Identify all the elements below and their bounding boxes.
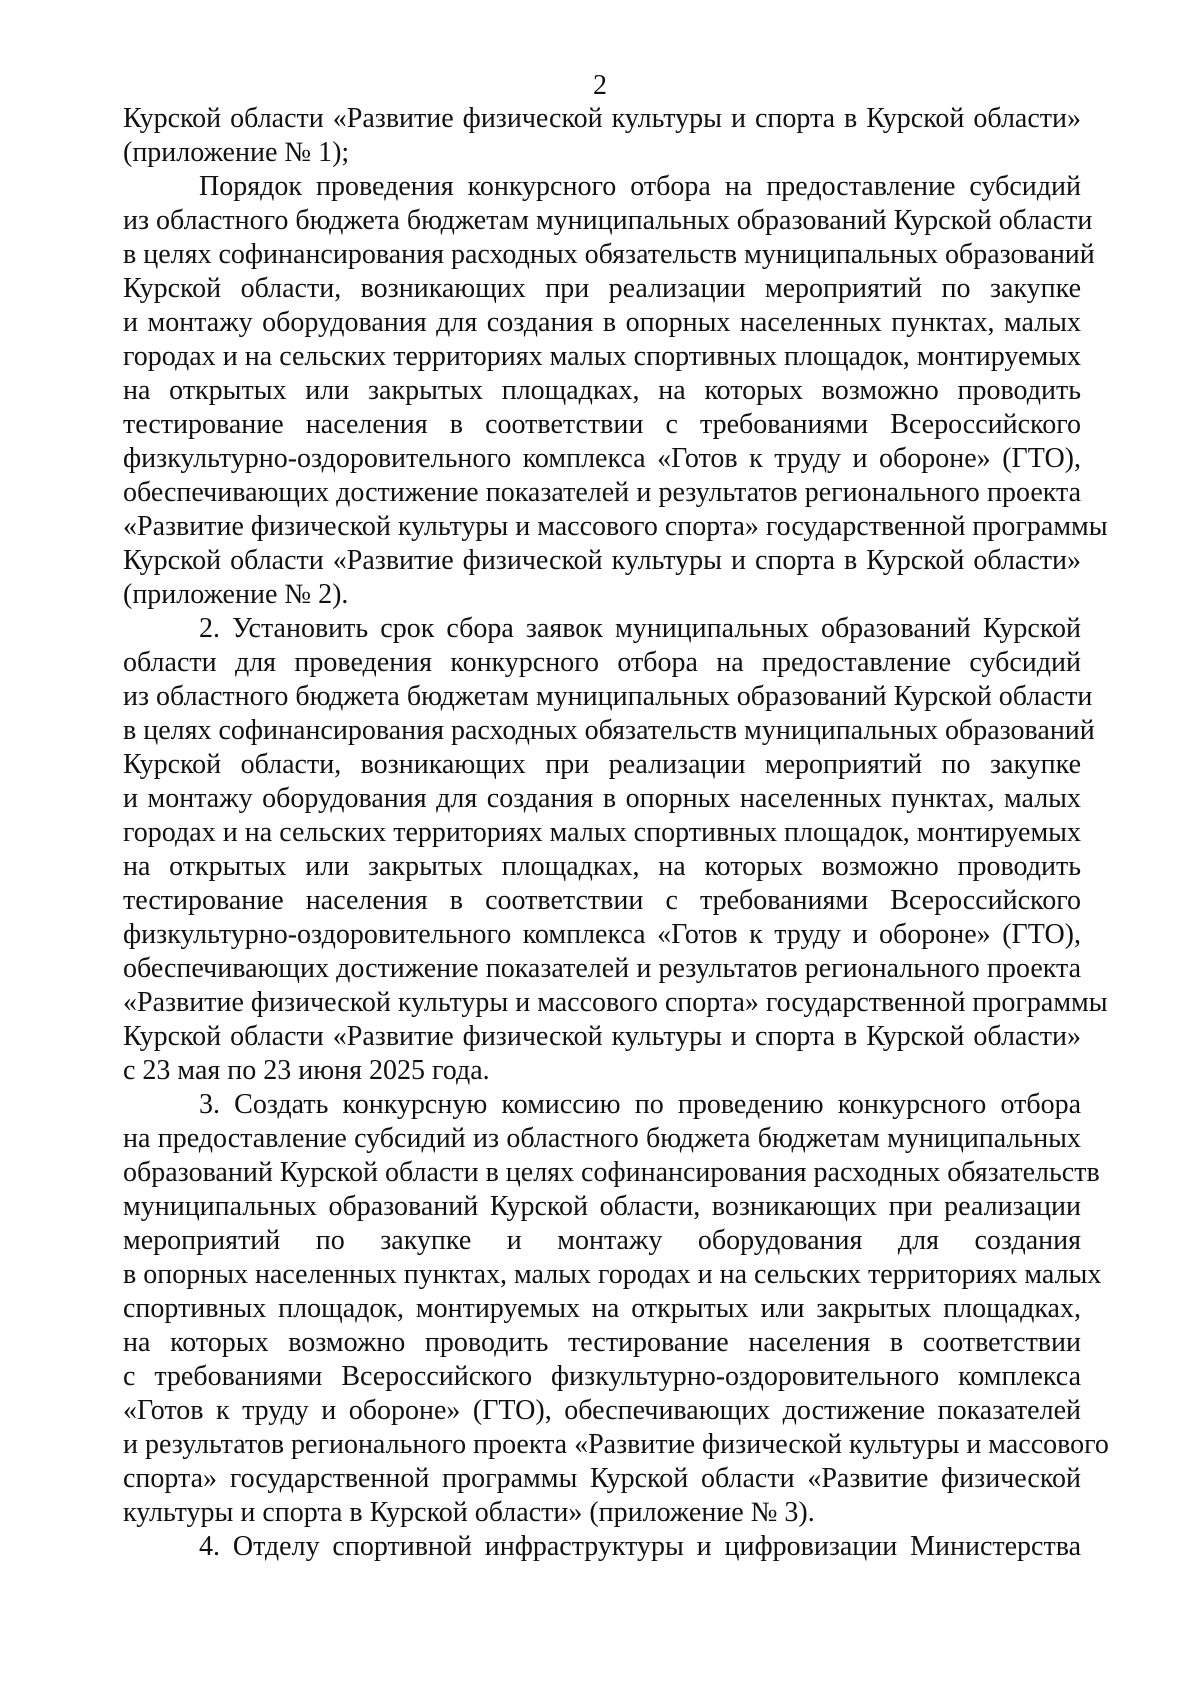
text-line: с 23 мая по 23 июня 2025 года. bbox=[123, 1055, 490, 1086]
text-line: городах и на сельских территориях малых спортивных площадок, монтируемых bbox=[123, 341, 1081, 372]
text-line: «Развитие физической культуры и массового спорта» государственной программы bbox=[123, 511, 1108, 542]
text-line: городах и на сельских территориях малых спортивных площадок, монтируемых bbox=[123, 817, 1081, 848]
text-line: «Развитие физической культуры и массового спорта» государственной программы bbox=[123, 987, 1108, 1018]
text-line: 2. Установить срок сбора заявок муниципальных образований Курской bbox=[199, 613, 1081, 644]
text-line: на открытых или закрытых площадках, на которых возможно проводить bbox=[123, 375, 1081, 406]
text-line: в опорных населенных пунктах, малых городах и на сельских территориях малых bbox=[123, 1259, 1102, 1290]
text-line: 4. Отделу спортивной инфраструктуры и цифровизации Министерства bbox=[199, 1531, 1081, 1562]
text-line: муниципальных образований Курской области, возникающих при реализации bbox=[123, 1191, 1081, 1222]
text-line: на предоставление субсидий из областного бюджета бюджетам муниципальных bbox=[123, 1123, 1081, 1154]
text-line: Курской области, возникающих при реализации мероприятий по закупке bbox=[123, 749, 1081, 780]
text-line: мероприятий по закупке и монтажу оборудования для создания bbox=[123, 1225, 1081, 1256]
text-line: 3. Создать конкурсную комиссию по проведению конкурсного отбора bbox=[199, 1089, 1081, 1120]
text-line: из областного бюджета бюджетам муниципальных образований Курской области bbox=[123, 681, 1093, 712]
text-line: в целях софинансирования расходных обязательств муниципальных образований bbox=[123, 239, 1095, 270]
text-line: тестирование населения в соответствии с требованиями Всероссийского bbox=[123, 409, 1081, 440]
text-line: физкультурно-оздоровительного комплекса «Готов к труду и обороне» (ГТО), bbox=[123, 443, 1081, 474]
text-line: Курской области «Развитие физической культуры и спорта в Курской области» bbox=[123, 545, 1081, 576]
text-line: и монтажу оборудования для создания в опорных населенных пунктах, малых bbox=[123, 783, 1081, 814]
text-line: области для проведения конкурсного отбора на предоставление субсидий bbox=[123, 647, 1081, 678]
document-body bbox=[123, 102, 1109, 1564]
text-line: тестирование населения в соответствии с требованиями Всероссийского bbox=[123, 885, 1081, 916]
text-line: образований Курской области в целях софинансирования расходных обязательств bbox=[123, 1157, 1100, 1188]
text-line: Курской области «Развитие физической культуры и спорта в Курской области» bbox=[123, 103, 1081, 134]
text-line: физкультурно-оздоровительного комплекса «Готов к труду и обороне» (ГТО), bbox=[123, 919, 1081, 950]
text-line: с требованиями Всероссийского физкультурно-оздоровительного комплекса bbox=[123, 1361, 1081, 1392]
text-line: Курской области «Развитие физической культуры и спорта в Курской области» bbox=[123, 1021, 1081, 1052]
text-line: в целях софинансирования расходных обязательств муниципальных образований bbox=[123, 715, 1095, 746]
text-line: (приложение № 1); bbox=[123, 137, 350, 168]
text-line: спорта» государственной программы Курской области «Развитие физической bbox=[123, 1463, 1081, 1494]
text-line: спортивных площадок, монтируемых на открытых или закрытых площадках, bbox=[123, 1293, 1081, 1324]
text-line: обеспечивающих достижение показателей и результатов регионального проекта bbox=[123, 953, 1081, 984]
text-line: культуры и спорта в Курской области» (приложение № 3). bbox=[123, 1497, 815, 1528]
text-line: Порядок проведения конкурсного отбора на предоставление субсидий bbox=[199, 171, 1081, 202]
page-number: 2 bbox=[593, 70, 607, 101]
text-line: обеспечивающих достижение показателей и результатов регионального проекта bbox=[123, 477, 1081, 508]
text-line: на открытых или закрытых площадках, на которых возможно проводить bbox=[123, 851, 1081, 882]
text-line: на которых возможно проводить тестирование населения в соответствии bbox=[123, 1327, 1081, 1358]
text-line: и результатов регионального проекта «Развитие физической культуры и массового bbox=[123, 1429, 1109, 1460]
text-line: из областного бюджета бюджетам муниципальных образований Курской области bbox=[123, 205, 1093, 236]
text-line: и монтажу оборудования для создания в опорных населенных пунктах, малых bbox=[123, 307, 1081, 338]
text-line: Курской области, возникающих при реализации мероприятий по закупке bbox=[123, 273, 1081, 304]
text-line: (приложение № 2). bbox=[123, 579, 349, 610]
text-line: «Готов к труду и обороне» (ГТО), обеспечивающих достижение показателей bbox=[123, 1395, 1081, 1426]
